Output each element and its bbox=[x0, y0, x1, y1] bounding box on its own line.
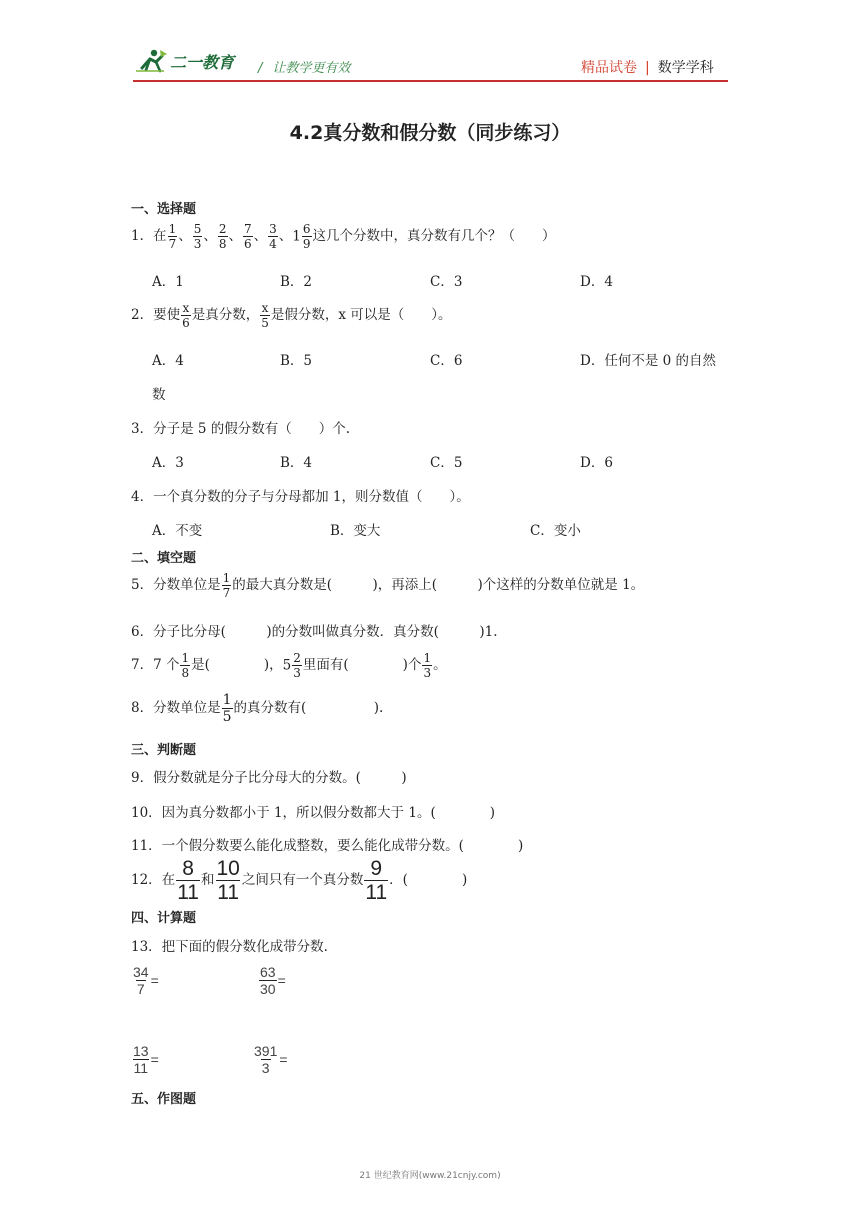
question-12: 12．在 $\frac{8}{11}$ 和 $\frac{10}{11}$ 之间只有一个真分数 $\frac{9}{11}$ ．( ) bbox=[131, 857, 468, 904]
fraction: $\frac{1}{3}$ bbox=[423, 651, 432, 680]
fraction: $\frac{x}{6}$ bbox=[182, 301, 190, 330]
fraction: $\frac{7}{6}$ bbox=[244, 222, 252, 251]
fraction: $\frac{5}{3}$ bbox=[193, 222, 202, 251]
fraction: $\frac{2}{3}$ bbox=[293, 651, 301, 680]
mixed-number-integer: 5 bbox=[282, 657, 292, 674]
mixed-number-integer: 1 bbox=[292, 228, 301, 245]
section-heading-calc: 四、计算题 bbox=[131, 911, 197, 926]
question-11: 11．一个假分数要么能化成整数，要么能化成带分数。( ) bbox=[131, 838, 524, 854]
calc-item: $\frac{34}{7}$ = bbox=[133, 964, 159, 997]
page-footer: 21 世纪教育网(www.21cnjy.com) bbox=[359, 1171, 501, 1181]
option-a[interactable]: A．3 bbox=[152, 455, 184, 471]
fraction: $\frac{2}{8}$ bbox=[218, 222, 227, 251]
question-13: 13．把下面的假分数化成带分数. bbox=[131, 939, 328, 955]
option-c[interactable]: C．5 bbox=[430, 455, 463, 471]
fraction: $\frac{391}{3}$ bbox=[254, 1043, 278, 1076]
calc-item: $\frac{63}{30}$ = bbox=[260, 964, 286, 997]
fraction: $\frac{34}{7}$ bbox=[133, 964, 149, 997]
option-d[interactable]: D．任何不是 0 的自然 bbox=[580, 353, 716, 369]
option-c[interactable]: C．3 bbox=[430, 274, 463, 290]
brand-logo bbox=[134, 48, 234, 74]
fraction: $\frac{13}{11}$ bbox=[133, 1043, 149, 1076]
calc-item: $\frac{13}{11}$ = bbox=[133, 1043, 159, 1076]
option-b[interactable]: B．4 bbox=[280, 455, 313, 471]
option-b[interactable]: B．2 bbox=[280, 274, 313, 290]
header-subject-label: 数学学科 bbox=[657, 60, 714, 76]
fraction: $\frac{10}{11}$ bbox=[216, 857, 240, 904]
question-1: 1．在 $\frac{1}{7}$ 、 $\frac{5}{3}$ 、 $\frac{2}{8}$ 、 $\frac{7}{6}$ 、 $\frac{3}{4}$ 、1 $\frac{6}{9}$ 这几个分数中，真分数有几个？（ ） bbox=[131, 222, 556, 251]
fraction: $\frac{63}{30}$ bbox=[260, 964, 276, 997]
option-a[interactable]: A．1 bbox=[152, 274, 184, 290]
question-8: 8．分数单位是 $\frac{1}{5}$ 的真分数有( ). bbox=[131, 692, 384, 725]
header-separator: | bbox=[645, 60, 650, 76]
option-a[interactable]: A．4 bbox=[152, 353, 184, 369]
page-title: 4.2真分数和假分数（同步练习） bbox=[289, 122, 571, 144]
option-a[interactable]: A．不变 bbox=[152, 523, 203, 539]
fraction: $\frac{1}{5}$ bbox=[222, 692, 232, 725]
question-5: 5．分数单位是 $\frac{1}{7}$ 的最大真分数是( )，再添上( )个这样的分数单位就是 1。 bbox=[131, 571, 645, 600]
calc-item: $\frac{391}{3}$ = bbox=[254, 1043, 288, 1076]
fraction: $\frac{6}{9}$ bbox=[302, 222, 311, 251]
section-heading-fill: 二、填空题 bbox=[131, 551, 197, 566]
option-d-wrap: 数 bbox=[152, 387, 166, 403]
question-10: 10．因为真分数都小于 1，所以假分数都大于 1。( ) bbox=[131, 805, 495, 821]
slogan bbox=[258, 57, 350, 76]
question-3: 3．分子是 5 的假分数有（ ）个. bbox=[131, 421, 351, 437]
fraction: $\frac{x}{5}$ bbox=[261, 301, 269, 330]
option-b[interactable]: B．变大 bbox=[330, 523, 381, 539]
fraction: $\frac{8}{11}$ bbox=[177, 857, 199, 904]
header-premium-label: 精品试卷 bbox=[581, 60, 637, 76]
section-heading-draw: 五、作图题 bbox=[131, 1092, 197, 1107]
option-c[interactable]: C．变小 bbox=[530, 523, 581, 539]
question-2: 2．要使 $\frac{x}{6}$ 是真分数， $\frac{x}{5}$ 是假分数，x 可以是（ ）。 bbox=[131, 301, 452, 330]
option-d[interactable]: D．6 bbox=[580, 455, 613, 471]
question-9: 9．假分数就是分子比分母大的分数。( ) bbox=[131, 770, 407, 786]
slogan-text: 让教学更有效 bbox=[272, 61, 351, 76]
section-heading-choice: 一、选择题 bbox=[131, 202, 197, 217]
question-text: 在 bbox=[153, 228, 167, 244]
brand-name: 二一教育 bbox=[170, 52, 235, 72]
question-number: 1． bbox=[131, 228, 154, 244]
question-7: 7．7 个 $\frac{1}{8}$ 是( )，5 $\frac{2}{3}$ 里面有( )个 $\frac{1}{3}$ 。 bbox=[131, 651, 447, 680]
fraction: $\frac{1}{7}$ bbox=[168, 222, 177, 251]
header-subject bbox=[581, 57, 714, 77]
option-b[interactable]: B．5 bbox=[280, 353, 313, 369]
fraction: $\frac{1}{7}$ bbox=[222, 571, 231, 600]
option-c[interactable]: C．6 bbox=[430, 353, 463, 369]
question-4: 4．一个真分数的分子与分母都加 1，则分数值（ ）。 bbox=[131, 489, 470, 505]
header-divider bbox=[133, 80, 728, 82]
fraction: $\frac{1}{8}$ bbox=[181, 651, 190, 680]
runner-logo-icon bbox=[134, 48, 168, 74]
slogan-separator: / bbox=[258, 61, 263, 76]
option-d[interactable]: D．4 bbox=[580, 274, 613, 290]
fraction: $\frac{3}{4}$ bbox=[269, 222, 277, 251]
question-6: 6．分子比分母( )的分数叫做真分数．真分数( )1. bbox=[131, 624, 498, 640]
fraction: $\frac{9}{11}$ bbox=[365, 857, 388, 904]
section-heading-judge: 三、判断题 bbox=[131, 743, 197, 758]
question-text: 这几个分数中，真分数有几个？（ ） bbox=[312, 228, 556, 244]
